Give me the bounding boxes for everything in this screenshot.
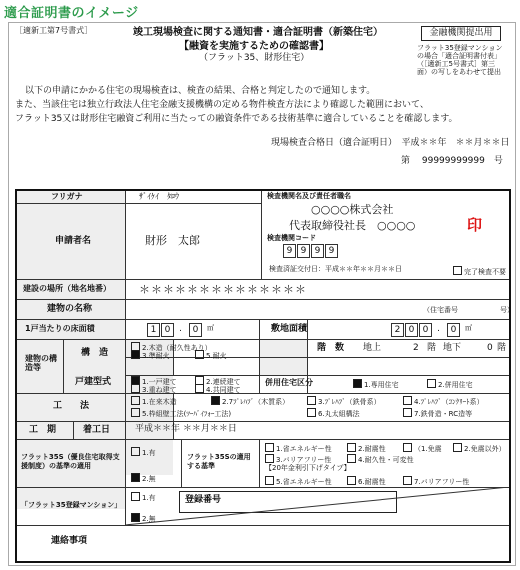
document-subtitle-2: （フラット35、財形住宅） [199,53,310,63]
applicant-furigana: ｻﾞｲｹｲ ﾀﾛｳ [139,192,179,201]
submit-note-1: フラット35登録マンション [417,44,503,52]
inspection-date: 現場検査合格日（適合証明日） 平成＊＊年 ＊＊月＊＊日 [271,138,510,148]
criteria-option[interactable]: 7.バリアフリー性 [403,476,469,487]
body-line-3: フラット35又は財形住宅融資ご利用に当たっての融資条件である技術基準に適合していることを確認します。 [15,114,458,124]
registration-number-label: 登録番号 [185,495,222,505]
code-digit: 9 [297,244,310,258]
type-option[interactable]: 2.連続建て [195,376,241,387]
inspector-company: ○○○○株式会社 [311,203,394,216]
code-digit: 9 [311,244,324,258]
location-label: 建設の場所（地名地番） [23,284,111,293]
site-digit: 0 [447,323,460,337]
furigana-label: フリガナ [51,192,83,201]
applicant-label: 申請者名 [55,236,92,246]
body-line-2: また、当該住宅は独立行政法人住宅金融支援機構の定める物件検査方法により確認した範囲において、 [15,100,429,110]
floors-label: 階 数 [317,343,345,353]
structure-option[interactable]: 5.耐火 [195,350,227,361]
below-ground-label: 地下 [443,343,462,353]
form-number: ［適新工第7号書式］ [15,26,93,35]
floor-suffix: 階 [427,343,437,353]
location-value: ＊＊＊＊＊＊＊＊＊＊＊＊＊＊ [139,283,307,296]
type-option[interactable]: 3.重ね建て [131,384,177,395]
document-title: 竣工現場検査に関する通知書・適合証明書（新築住宅） [133,27,383,38]
floor-digit: . [179,324,182,334]
strike-line [125,487,509,525]
floor-digit: 0 [189,323,202,337]
criteria-option[interactable]: 3.バリアフリー性 [265,454,331,465]
inspector-label: 検査機関名及び責任者職名 [267,192,351,200]
building-name-label: 建物の名称 [47,304,93,314]
code-digit: 9 [283,244,296,258]
criteria-option[interactable]: 2.耐震性 [347,443,386,454]
floor-digit: 0 [161,323,174,337]
method-label: 工 法 [53,401,90,411]
applicant-name: 財形 太郎 [145,234,200,247]
method-option[interactable]: 4.ﾌﾟﾚﾊﾌﾞ（ｺﾝｸﾘｰﾄ系） [403,396,484,407]
floor-area-label: 1戸当たりの床面積 [25,324,95,333]
structure-option[interactable]: 2.木造（耐久性あり） [131,342,212,353]
structure-label: 構 造 [81,348,109,358]
code-digit: 9 [325,244,338,258]
criteria-option[interactable]: 2.免震以外） [453,443,506,454]
flat35s-label: フラット35S（優良住宅取得支援制度）の基準の適用 [21,453,120,471]
flat35s-apply-label: フラット35Sの適用する基準 [187,453,251,471]
start-date-label: 着工日 [83,425,111,435]
criteria-option[interactable]: 5.省エネルギー性 [265,476,332,487]
submit-note-2: の場合「適合証明書付表」 [417,52,501,60]
floor-digit: 1 [147,323,160,337]
site-area-label: 敷地面積 [271,324,308,334]
method-option[interactable]: 1.在来木造 [131,396,177,407]
below-ground-count: 0 [487,343,493,353]
type-option[interactable]: 4.共同建て [195,384,241,395]
page-caption: 適合証明書のイメージ [4,6,139,21]
contact-label: 連絡事項 [51,536,88,546]
floor-unit: ㎡ [207,324,214,332]
form-table [15,189,514,563]
site-unit: ㎡ [465,324,472,332]
document-subtitle: 【融資を実施するための確認書】 [179,41,329,52]
criteria-option[interactable]: （1.免震 [403,443,442,454]
method-option[interactable]: 7.鉄骨造・RC造等 [403,408,472,419]
flat35s-option-yes[interactable]: 1.有 [131,447,156,458]
inspector-representative: 代表取締役社長 ○○○○ [289,219,416,232]
site-digit: 2 [391,323,404,337]
above-ground-count: 2 [413,343,419,353]
company-seal: 印 [467,216,483,234]
submit-note-4: 面）の写しをあわせて提出 [417,68,501,76]
method-option[interactable]: 6.丸太組構法 [307,408,360,419]
mansion-option-yes[interactable]: 1.有 [131,492,156,503]
criteria-option[interactable]: 4.耐久性・可変性 [347,454,414,465]
house-number: （住宅番号 号） [423,306,514,314]
twenty-year-type: 【20年金利引下げタイプ】 [265,464,351,472]
above-ground-label: 地上 [363,343,382,353]
start-date: 平成＊＊年 ＊＊月＊＊日 [135,424,237,434]
criteria-option[interactable]: 1.省エネルギー性 [265,443,332,454]
house-type-label: 戸建型式 [75,377,112,387]
certificate-document [8,22,516,566]
submit-label-box: 金融機関提出用 [421,26,501,41]
use-option[interactable]: 1.専用住宅 [353,379,399,390]
submit-note-3: （［適新工5号書式］第三 [417,60,495,68]
floor-suffix: 階 [497,343,507,353]
structure-group-label: 建物の構造等 [25,354,57,372]
criteria-option[interactable]: 6.耐震性 [347,476,386,487]
issue-date: 検査済証交付日：平成＊＊年＊＊月＊＊日 [269,265,402,273]
term-label: 工 期 [29,425,57,435]
method-option[interactable]: 5.枠組壁工法(ﾂｰﾊﾞｲﾌｫｰ工法) [131,408,231,419]
site-digit: . [437,324,440,334]
site-digit: 0 [405,323,418,337]
method-option[interactable]: 3.ﾌﾟﾚﾊﾌﾞ（鉄骨系） [307,396,381,407]
flat35s-option-no[interactable]: 2.無 [131,473,156,484]
shared-use-label: 併用住宅区分 [265,378,313,387]
certificate-number: 第 99999999999 号 [401,156,503,166]
type-option[interactable]: 1.一戸建て [131,376,177,387]
inspector-code-label: 検査機関コード [267,234,316,242]
not-required-checkbox[interactable]: 完了検査不要 [453,266,506,277]
method-option[interactable]: 2.7ﾌﾟﾚﾊﾌﾞ（木質系） [211,396,289,407]
mansion-label: 「フラット35登録マンション」 [21,501,122,509]
body-line-1: 以下の申請にかかる住宅の現場検査は、検査の結果、合格と判定したので通知します。 [25,86,376,96]
use-option[interactable]: 2.併用住宅 [427,379,473,390]
mansion-option-no[interactable]: 2.無 [131,513,156,524]
structure-option[interactable]: 3.準耐火 [131,350,170,361]
site-digit: 0 [419,323,432,337]
